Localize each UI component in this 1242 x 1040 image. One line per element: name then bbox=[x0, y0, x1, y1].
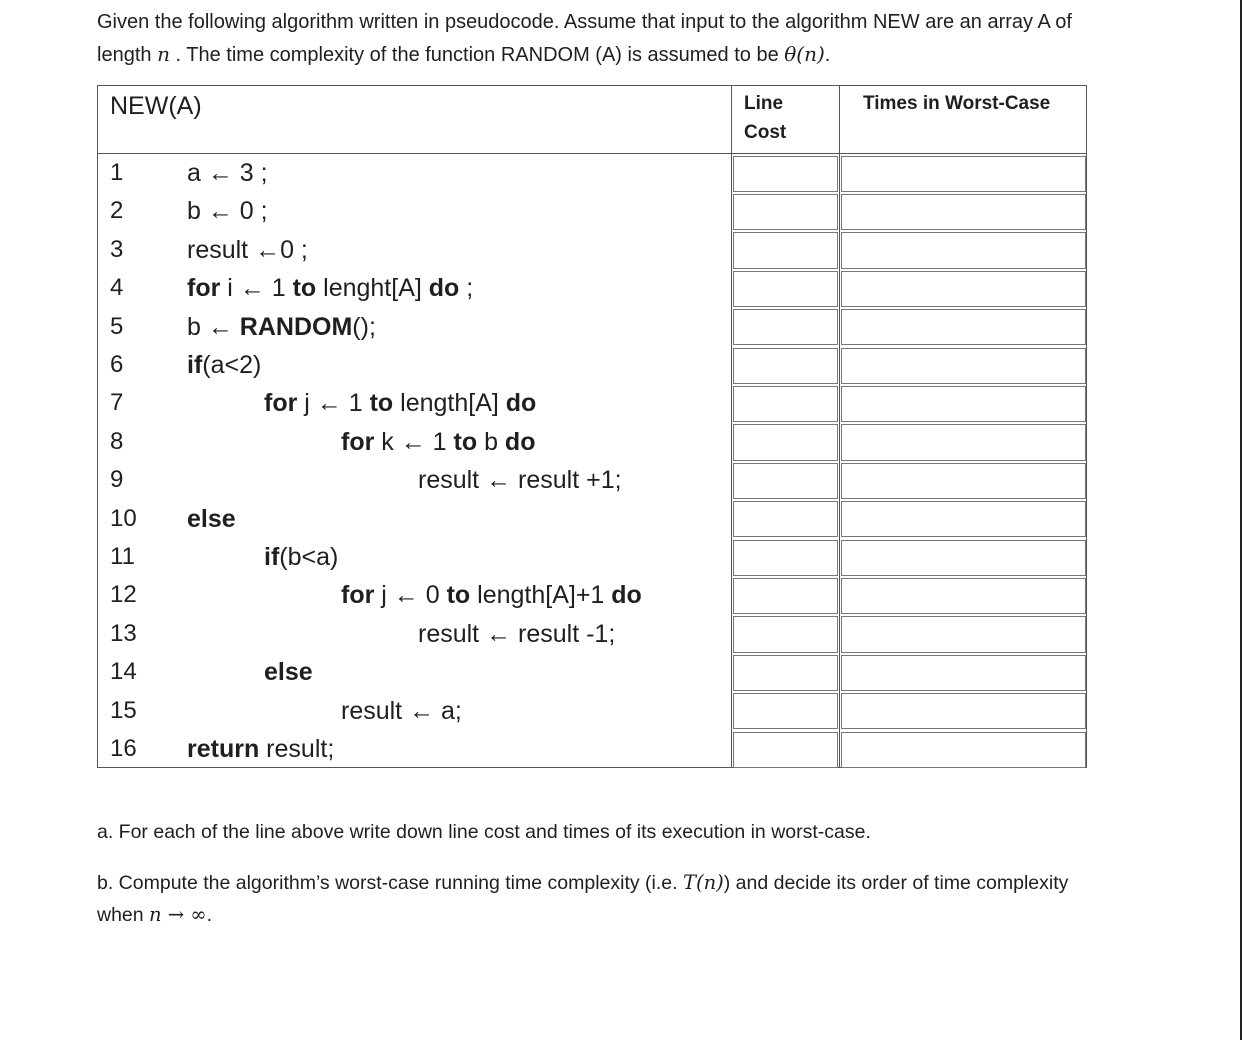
code-line bbox=[187, 235, 308, 265]
times-worst-case-cell[interactable] bbox=[841, 232, 1086, 268]
code-keyword: do bbox=[505, 389, 537, 418]
times-worst-case-cell[interactable] bbox=[841, 655, 1086, 691]
line-cost-cell[interactable] bbox=[733, 156, 838, 192]
line-cost-cell[interactable] bbox=[733, 540, 838, 576]
function-title: NEW(A) bbox=[110, 92, 202, 120]
code-text: result ← result -1; bbox=[418, 619, 616, 648]
line-number: 13 bbox=[110, 619, 137, 647]
code-text: j ← 1 bbox=[297, 389, 370, 418]
intro-text-part-2: . The time complexity of the function RANDOM (A) is assumed to be bbox=[169, 44, 785, 66]
code-keyword: if bbox=[187, 351, 203, 379]
code-line bbox=[418, 465, 622, 495]
line-cost-cell[interactable] bbox=[733, 348, 838, 384]
code-text: i ← 1 bbox=[220, 274, 293, 303]
intro-math-theta: θ(n) bbox=[784, 42, 825, 66]
line-number: 12 bbox=[110, 581, 137, 609]
pseudocode-table bbox=[97, 85, 1087, 768]
line-number: 14 bbox=[110, 658, 137, 686]
code-keyword: do bbox=[611, 581, 642, 610]
line-number: 8 bbox=[110, 427, 124, 455]
line-number: 9 bbox=[110, 466, 124, 494]
line-number: 6 bbox=[110, 351, 124, 378]
line-number: 11 bbox=[110, 543, 135, 570]
line-cost-cell[interactable] bbox=[733, 463, 838, 499]
question-b-part-2: ) and decide its order of time complexity when bbox=[97, 872, 1069, 926]
column-header-line: Line bbox=[744, 93, 784, 114]
question-b-math-T: T(n) bbox=[682, 871, 724, 894]
code-line bbox=[264, 388, 536, 418]
code-line bbox=[341, 580, 642, 610]
line-number: 15 bbox=[110, 696, 137, 724]
column-divider-cost bbox=[839, 86, 840, 767]
column-header-cost: Cost bbox=[744, 122, 787, 143]
code-keyword: to bbox=[446, 581, 471, 610]
column-header-line-cost bbox=[744, 89, 786, 147]
line-cost-cell[interactable] bbox=[733, 693, 838, 729]
code-keyword: for bbox=[264, 389, 298, 418]
line-number: 2 bbox=[110, 197, 124, 225]
line-cost-cell[interactable] bbox=[733, 424, 838, 460]
line-cost-cell[interactable] bbox=[733, 309, 838, 345]
code-text: lenght[A] bbox=[316, 274, 429, 303]
code-line bbox=[341, 427, 535, 457]
line-number: 16 bbox=[110, 735, 137, 762]
code-keyword: to bbox=[292, 274, 317, 303]
code-text: a ← 3 ; bbox=[187, 159, 268, 187]
code-line bbox=[187, 196, 268, 226]
code-text: length[A] bbox=[393, 389, 506, 418]
code-line bbox=[187, 273, 473, 303]
times-worst-case-cell[interactable] bbox=[841, 309, 1086, 345]
code-keyword: if bbox=[264, 543, 280, 571]
code-keyword: else bbox=[264, 658, 313, 687]
code-line bbox=[187, 350, 261, 380]
times-worst-case-cell[interactable] bbox=[841, 732, 1086, 768]
code-keyword: for bbox=[187, 274, 221, 303]
times-worst-case-cell[interactable] bbox=[841, 194, 1086, 230]
code-text: b bbox=[477, 427, 505, 456]
times-worst-case-cell[interactable] bbox=[841, 501, 1086, 537]
times-worst-case-cell[interactable] bbox=[841, 578, 1086, 614]
code-line bbox=[187, 734, 334, 764]
code-keyword: do bbox=[428, 274, 460, 303]
times-worst-case-cell[interactable] bbox=[841, 348, 1086, 384]
code-line bbox=[187, 504, 236, 534]
code-keyword: RANDOM bbox=[239, 312, 353, 341]
times-worst-case-cell[interactable] bbox=[841, 616, 1086, 652]
code-keyword: else bbox=[187, 504, 236, 533]
code-text: j ← 0 bbox=[374, 581, 447, 610]
line-cost-cell[interactable] bbox=[733, 501, 838, 537]
line-cost-cell[interactable] bbox=[733, 232, 838, 268]
code-line bbox=[187, 158, 268, 188]
intro-text-part-1: Given the following algorithm written in pseudocode. Assume that input to the algorithm NEW are an array A of length bbox=[97, 11, 1072, 66]
line-cost-cell[interactable] bbox=[733, 271, 838, 307]
code-line bbox=[264, 657, 313, 687]
code-keyword: to bbox=[453, 427, 478, 456]
line-number: 4 bbox=[110, 274, 124, 302]
code-text: (a<2) bbox=[202, 351, 262, 379]
question-a: a. For each of the line above write down line cost and times of its execution in worst-case. bbox=[97, 821, 871, 843]
code-line bbox=[418, 619, 615, 649]
code-text: (b<a) bbox=[279, 543, 339, 571]
times-worst-case-cell[interactable] bbox=[841, 463, 1086, 499]
column-divider-code bbox=[731, 86, 732, 767]
line-number: 3 bbox=[110, 235, 124, 263]
line-number: 7 bbox=[110, 389, 124, 417]
line-cost-cell[interactable] bbox=[733, 578, 838, 614]
code-text: result ← a; bbox=[341, 696, 462, 725]
code-text: (); bbox=[352, 312, 376, 341]
code-keyword: do bbox=[504, 427, 536, 456]
code-keyword: to bbox=[369, 389, 394, 418]
intro-text-part-3: . bbox=[824, 44, 831, 66]
times-worst-case-cell[interactable] bbox=[841, 693, 1086, 729]
line-cost-cell[interactable] bbox=[733, 616, 838, 652]
times-worst-case-cell[interactable] bbox=[841, 386, 1086, 422]
code-text: b ← bbox=[187, 312, 240, 341]
line-number: 10 bbox=[110, 504, 137, 532]
code-keyword: for bbox=[341, 581, 375, 610]
line-cost-cell[interactable] bbox=[733, 732, 838, 768]
times-worst-case-cell[interactable] bbox=[841, 540, 1086, 576]
times-worst-case-cell[interactable] bbox=[841, 271, 1086, 307]
code-line bbox=[264, 542, 338, 572]
question-b-part-3: . bbox=[206, 904, 213, 926]
header-divider bbox=[98, 153, 1086, 154]
times-worst-case-cell[interactable] bbox=[841, 424, 1086, 460]
code-text: b ← 0 ; bbox=[187, 197, 268, 226]
line-cost-cell[interactable] bbox=[733, 386, 838, 422]
line-cost-cell[interactable] bbox=[733, 194, 838, 230]
code-line bbox=[187, 312, 376, 342]
times-worst-case-cell[interactable] bbox=[841, 156, 1086, 192]
code-text: length[A]+1 bbox=[470, 581, 612, 610]
question-b bbox=[97, 867, 1097, 931]
code-keyword: for bbox=[341, 427, 375, 456]
code-line bbox=[341, 696, 462, 726]
column-header-times: Times in Worst-Case bbox=[863, 93, 1051, 114]
line-cost-cell[interactable] bbox=[733, 655, 838, 691]
intro-paragraph bbox=[97, 6, 1117, 71]
intro-math-n: n bbox=[157, 42, 170, 66]
question-b-part-1: b. Compute the algorithm’s worst-case running time complexity (i.e. bbox=[97, 872, 683, 894]
code-text: k ← 1 bbox=[374, 427, 454, 456]
line-number: 5 bbox=[110, 312, 124, 340]
code-text: result ←0 ; bbox=[187, 235, 308, 264]
code-text: ; bbox=[459, 274, 474, 303]
question-b-math-limit: n → ∞ bbox=[149, 903, 207, 926]
code-text: result; bbox=[259, 735, 335, 763]
line-number: 1 bbox=[110, 159, 124, 186]
code-keyword: return bbox=[187, 735, 260, 763]
code-text: result ← result +1; bbox=[418, 466, 622, 495]
